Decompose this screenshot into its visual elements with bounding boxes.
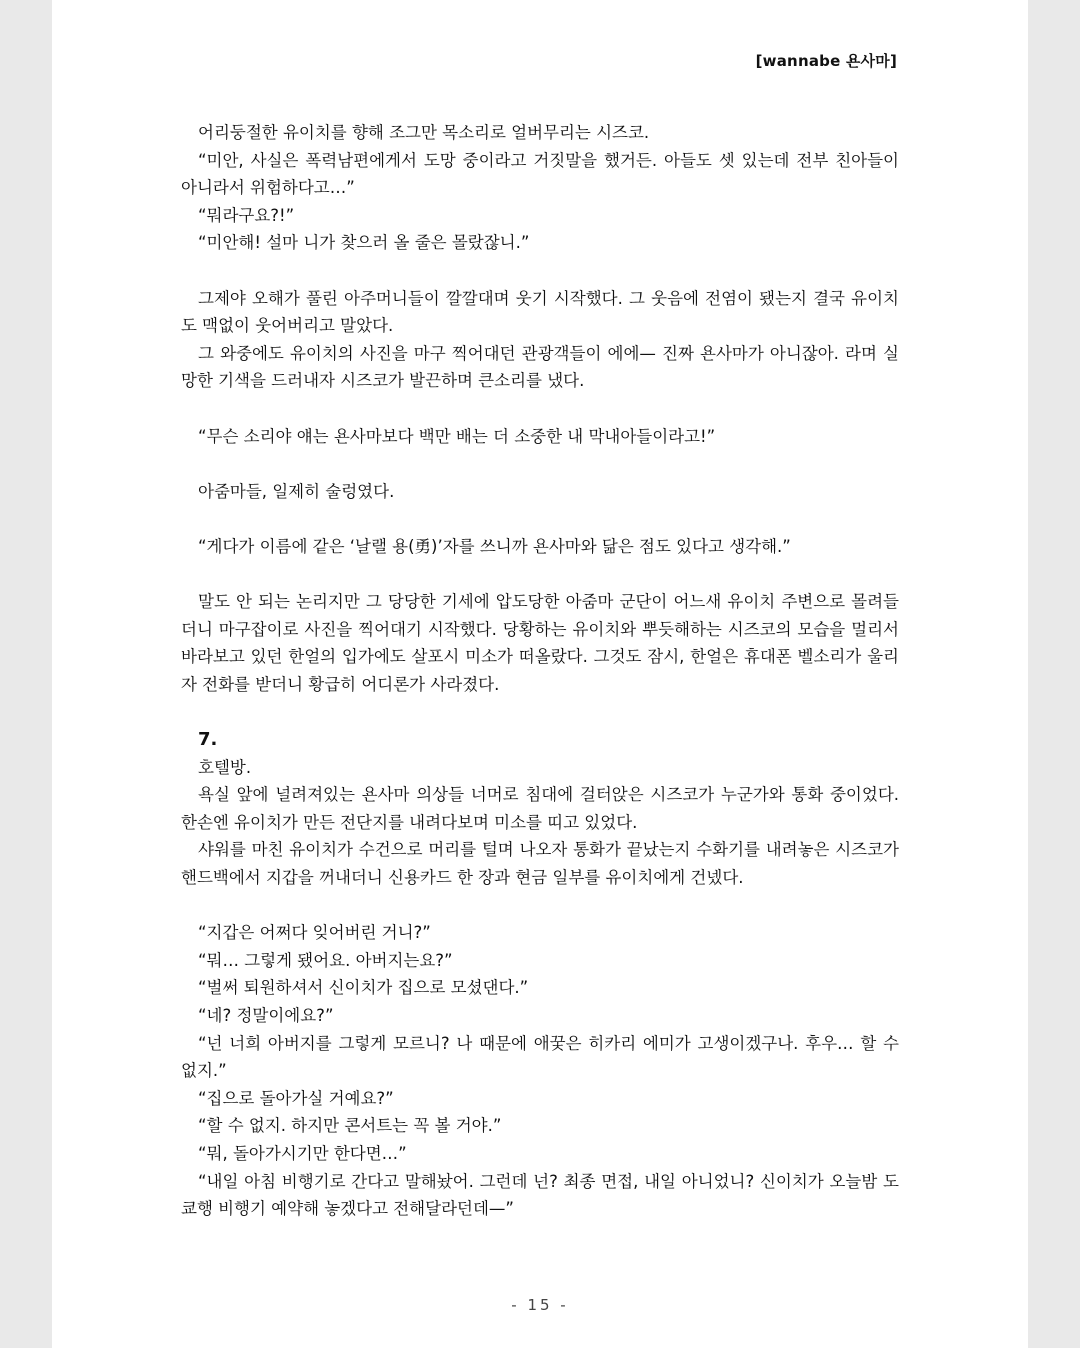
paragraph: “할 수 없지. 하지만 콘서트는 꼭 볼 거야.”	[198, 1116, 502, 1136]
paragraph: 그 와중에도 유이치의 사진을 마구 찍어대던 관광객들이 에에— 진짜 욘사마가 아니잖아. 라며 실망한 기색을 드러내자 시즈코가 발끈하며 큰소리를 냈다.	[181, 343, 899, 391]
paragraph: “뭐… 그렇게 됐어요. 아버지는요?”	[198, 950, 453, 970]
paragraph-gap	[181, 505, 899, 533]
paragraph: “벌써 퇴원하셔서 신이치가 집으로 모셨댄다.”	[198, 978, 529, 998]
paragraph: “미안해! 설마 니가 찾으러 올 줄은 몰랐잖니.”	[198, 233, 530, 253]
paragraph-gap	[181, 892, 899, 920]
paragraph: “뭐라구요?!”	[198, 205, 295, 225]
page-number: - 15 -	[511, 1296, 569, 1314]
running-header: [wannabe 욘사마]	[755, 52, 897, 70]
paragraph-gap	[181, 395, 899, 423]
paragraph: 샤워를 마친 유이치가 수건으로 머리를 털며 나오자 통화가 끝났는지 수화기를 내려놓은 시즈코가 핸드백에서 지갑을 꺼내더니 신용카드 한 장과 현금 일부를 유이치에게 건넸다.	[181, 840, 899, 888]
paragraph: “집으로 돌아가실 거예요?”	[198, 1088, 394, 1108]
paragraph: 말도 안 되는 논리지만 그 당당한 기세에 압도당한 아줌마 군단이 어느새 유이치 주변으로 몰려들더니 마구잡이로 사진을 찍어대기 시작했다. 당황하는 유이치와 뿌듯해하는 시즈코의 모습을 멀리서 바라보고 있던 한얼의 입가에도 살포시 미소가 떠올랐다. 그것도 잠시, 한얼은 휴대폰 벨소리가 울리자 전화를 받더니 황급히 어디론가 사라졌다.	[181, 592, 899, 694]
paragraph-gap	[181, 450, 899, 478]
paragraph-gap	[181, 561, 899, 589]
paragraph: 욕실 앞에 널려져있는 욘사마 의상들 너머로 침대에 걸터앉은 시즈코가 누군가와 통화 중이었다. 한손엔 유이치가 만든 전단지를 내려다보며 미소를 띠고 있었다.	[181, 785, 899, 832]
document-page	[52, 0, 1028, 1348]
paragraph-gap	[181, 257, 899, 285]
paragraph: 어리둥절한 유이치를 향해 조그만 목소리로 얼버무리는 시즈코.	[198, 123, 650, 142]
section-6-text	[181, 119, 899, 698]
paragraph: “지갑은 어쩌다 잊어버린 거니?”	[198, 923, 431, 943]
paragraph: “무슨 소리야 얘는 욘사마보다 백만 배는 더 소중한 내 막내아들이라고!”	[198, 426, 716, 446]
paragraph: 호텔방.	[198, 757, 252, 777]
paragraph: “내일 아침 비행기로 간다고 말해놨어. 그런데 넌? 최종 면접, 내일 아니었니? 신이치가 오늘밤 도쿄행 비행기 예약해 놓겠다고 전해달라던데—”	[181, 1171, 899, 1219]
paragraph: 아줌마들, 일제히 술렁였다.	[198, 481, 395, 501]
paragraph: “네? 정말이에요?”	[198, 1006, 334, 1025]
body-text	[181, 119, 899, 1223]
paragraph: “넌 너희 아버지를 그렇게 모르니? 나 때문에 애꿎은 히카리 에미가 고생이겠구나. 후우… 할 수 없지.”	[181, 1033, 899, 1081]
paragraph: “게다가 이름에 같은 ‘날랠 용(勇)’자를 쓰니까 욘사마와 닮은 점도 있다고 생각해.”	[198, 536, 791, 556]
section-heading: 7.	[198, 729, 218, 751]
paragraph: 그제야 오해가 풀린 아주머니들이 깔깔대며 웃기 시작했다. 그 웃음에 전염이 됐는지 결국 유이치도 맥없이 웃어버리고 말았다.	[181, 288, 899, 336]
paragraph: “뭐, 돌아가시기만 한다면…”	[198, 1143, 407, 1163]
paragraph: “미안, 사실은 폭력남편에게서 도망 중이라고 거짓말을 했거든. 아들도 셋 있는데 전부 친아들이 아니라서 위험하다고…”	[181, 150, 899, 198]
section-7-text	[181, 754, 899, 1223]
spacer	[181, 698, 899, 726]
